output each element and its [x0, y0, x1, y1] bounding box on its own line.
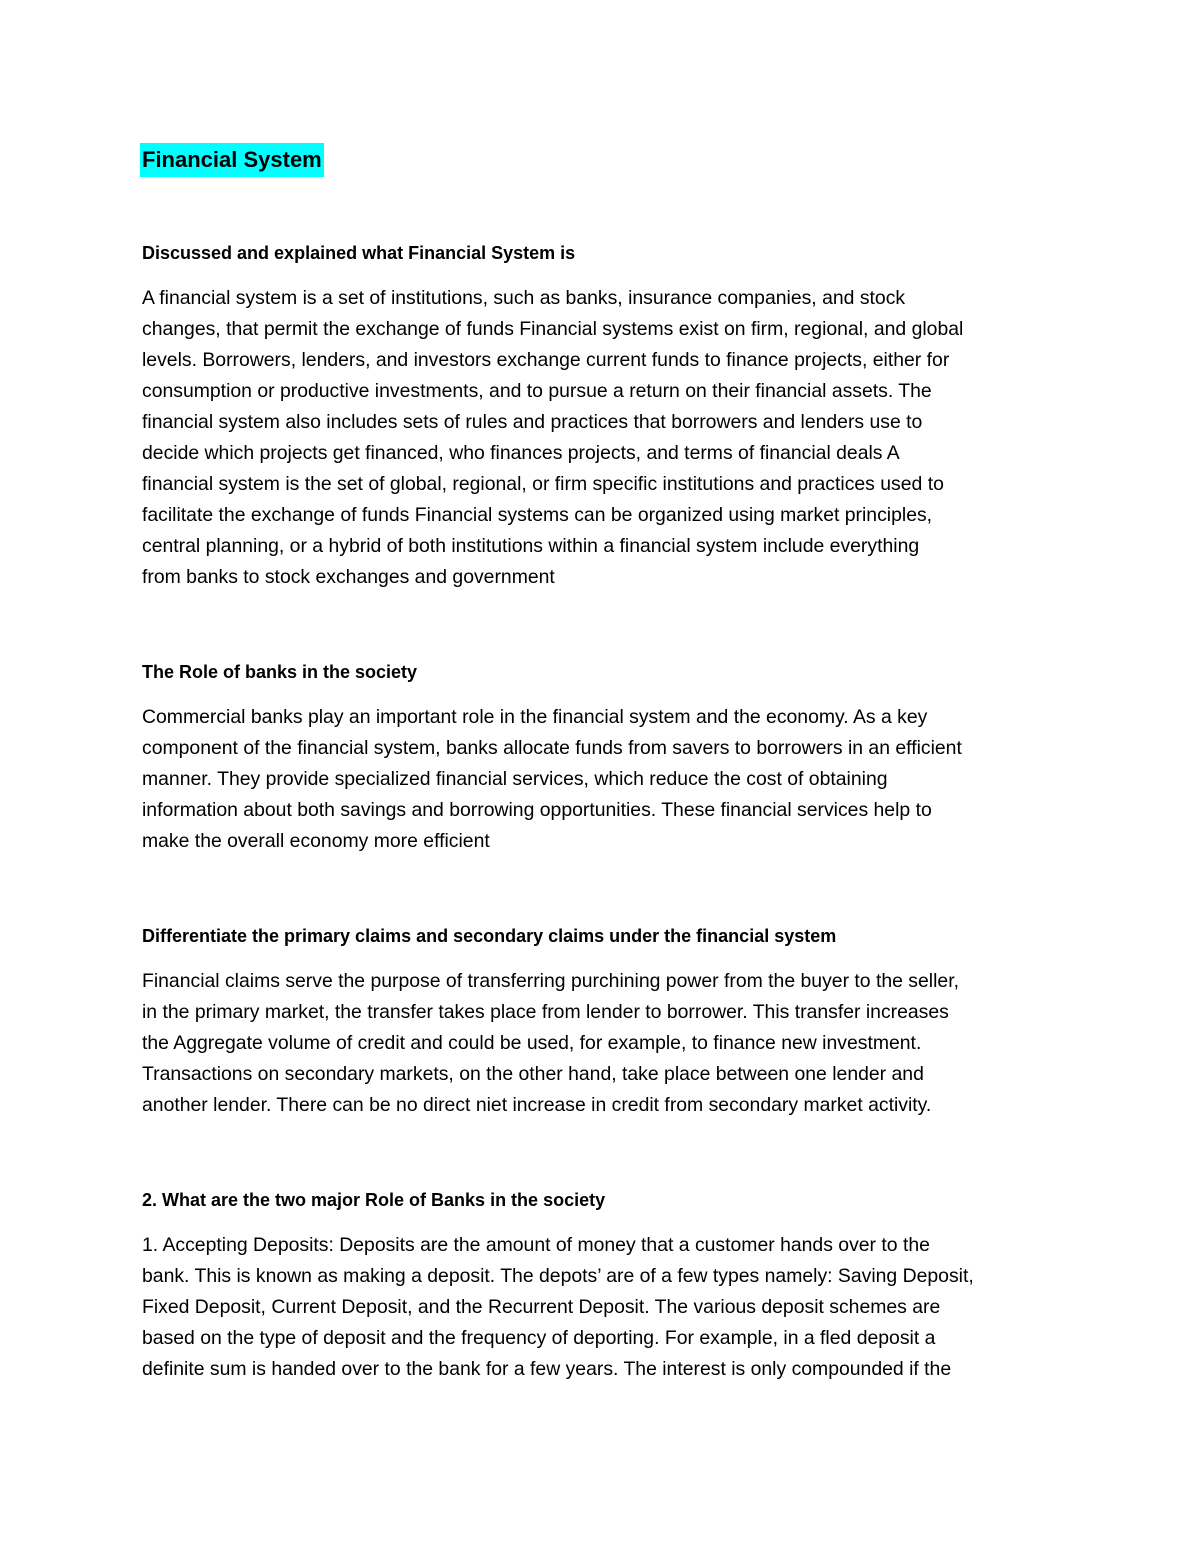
body-line: Transactions on secondary markets, on the other hand, take place between one lender and	[142, 1063, 924, 1085]
body-line: another lender. There can be no direct niet increase in credit from secondary market activity.	[142, 1094, 932, 1116]
body-line: Fixed Deposit, Current Deposit, and the Recurrent Deposit. The various deposit schemes are	[142, 1296, 941, 1318]
body-line: financial system also includes sets of rules and practices that borrowers and lenders use to	[142, 411, 923, 433]
body-line: in the primary market, the transfer takes place from lender to borrower. This transfer increases	[142, 1001, 949, 1023]
body-line: information about both savings and borrowing opportunities. These financial services help to	[142, 799, 932, 821]
body-line: based on the type of deposit and the frequency of deporting. For example, in a fled deposit a	[142, 1327, 936, 1349]
body-line: manner. They provide specialized financial services, which reduce the cost of obtaining	[142, 768, 888, 790]
section-body-claims	[142, 966, 959, 1121]
body-line: facilitate the exchange of funds Financial systems can be organized using market principles,	[142, 504, 933, 526]
body-line: levels. Borrowers, lenders, and investors exchange current funds to finance projects, either for	[142, 349, 950, 371]
section-body-role-of-banks	[142, 702, 962, 857]
section-heading-role-of-banks: The Role of banks in the society	[142, 662, 418, 682]
body-line: consumption or productive investments, and to pursue a return on their financial assets. The	[142, 380, 932, 402]
section-body-financial-system	[142, 283, 963, 593]
document-title: Financial System	[140, 143, 324, 177]
body-line: A financial system is a set of institutions, such as banks, insurance companies, and stock	[142, 287, 906, 309]
body-line: changes, that permit the exchange of funds Financial systems exist on firm, regional, and global	[142, 318, 964, 340]
body-line: Commercial banks play an important role in the financial system and the economy. As a key	[142, 706, 928, 728]
body-line: component of the financial system, banks allocate funds from savers to borrowers in an efficient	[142, 737, 962, 759]
body-line: Financial claims serve the purpose of transferring purchining power from the buyer to the seller,	[142, 970, 959, 992]
body-line: central planning, or a hybrid of both institutions within a financial system include everything	[142, 535, 920, 557]
body-line: financial system is the set of global, regional, or firm specific institutions and practices used to	[142, 473, 944, 495]
body-line: decide which projects get financed, who finances projects, and terms of financial deals A	[142, 442, 900, 464]
body-line: 1. Accepting Deposits: Deposits are the amount of money that a customer hands over to the	[142, 1234, 930, 1256]
section-heading-financial-system: Discussed and explained what Financial System is	[142, 243, 576, 263]
section-heading-two-major-roles: 2. What are the two major Role of Banks in the society	[142, 1190, 606, 1210]
body-line: bank. This is known as making a deposit. The depots’ are of a few types namely: Saving Deposit,	[142, 1265, 974, 1287]
section-heading-claims: Differentiate the primary claims and secondary claims under the financial system	[142, 926, 837, 946]
body-line: the Aggregate volume of credit and could be used, for example, to finance new investment.	[142, 1032, 922, 1054]
body-line: from banks to stock exchanges and government	[142, 566, 555, 588]
body-line: definite sum is handed over to the bank for a few years. The interest is only compounded if the	[142, 1358, 952, 1380]
section-body-two-major-roles	[142, 1230, 974, 1385]
body-line: make the overall economy more efficient	[142, 830, 490, 852]
